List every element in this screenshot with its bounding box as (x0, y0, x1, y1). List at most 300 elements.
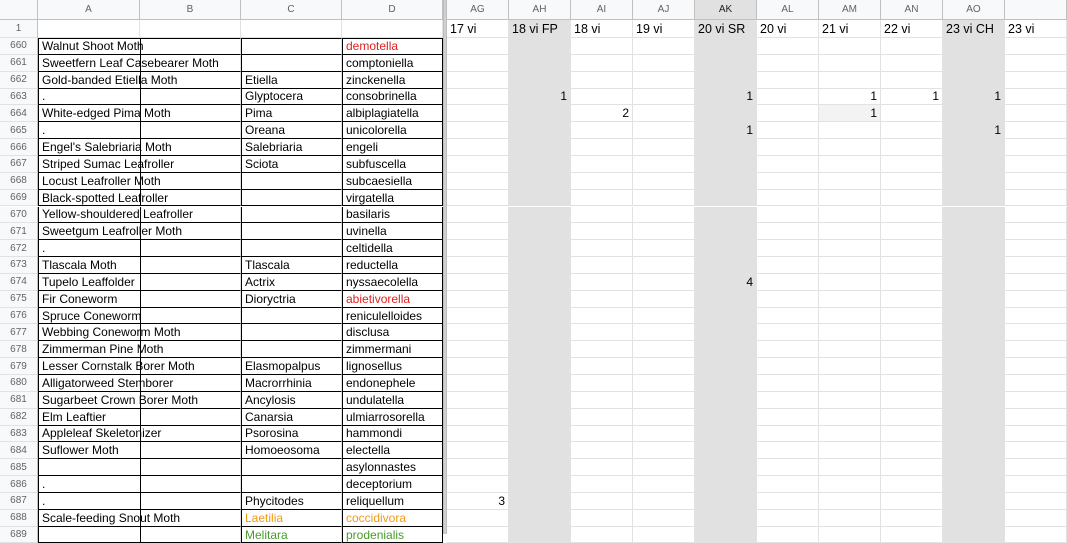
count-cell[interactable] (447, 527, 509, 543)
genus-cell[interactable]: Laetilia (241, 510, 342, 527)
row-header-660[interactable]: 660 (0, 38, 38, 55)
count-cell[interactable] (571, 240, 633, 257)
count-cell[interactable] (819, 358, 881, 375)
count-cell[interactable] (571, 442, 633, 459)
count-cell[interactable] (447, 139, 509, 156)
frozen-column-divider[interactable] (443, 0, 447, 534)
count-cell[interactable] (757, 392, 819, 409)
count-cell[interactable] (943, 291, 1005, 308)
genus-cell[interactable]: Salebriaria (241, 139, 342, 156)
count-cell[interactable] (819, 442, 881, 459)
count-cell[interactable] (819, 527, 881, 543)
count-cell[interactable] (633, 173, 695, 190)
count-cell[interactable] (447, 308, 509, 325)
count-cell[interactable] (1005, 476, 1067, 493)
count-cell[interactable] (757, 510, 819, 527)
select-all-corner[interactable] (0, 0, 38, 20)
count-cell[interactable] (757, 291, 819, 308)
column-header-ak[interactable]: AK (695, 0, 757, 20)
count-cell[interactable] (695, 375, 757, 392)
count-cell[interactable] (447, 274, 509, 291)
count-cell[interactable] (695, 476, 757, 493)
count-cell[interactable] (447, 105, 509, 122)
count-cell[interactable] (1005, 173, 1067, 190)
count-cell[interactable] (447, 459, 509, 476)
count-cell[interactable] (447, 190, 509, 207)
row-header-689[interactable]: 689 (0, 527, 38, 543)
row-header-678[interactable]: 678 (0, 341, 38, 358)
count-cell[interactable] (695, 139, 757, 156)
count-cell[interactable] (571, 409, 633, 426)
common-name-cell[interactable]: . (38, 240, 241, 257)
count-cell[interactable] (509, 105, 571, 122)
species-cell[interactable]: electella (342, 442, 443, 459)
count-cell[interactable] (881, 274, 943, 291)
count-cell[interactable] (881, 240, 943, 257)
count-cell[interactable] (695, 257, 757, 274)
count-cell[interactable] (757, 409, 819, 426)
row-header-662[interactable]: 662 (0, 72, 38, 89)
count-cell[interactable] (695, 510, 757, 527)
cell-header-left[interactable] (342, 20, 443, 38)
row-header-668[interactable]: 668 (0, 173, 38, 190)
count-cell[interactable] (633, 426, 695, 443)
row-header-664[interactable]: 664 (0, 105, 38, 122)
count-cell[interactable] (757, 105, 819, 122)
count-cell[interactable] (757, 139, 819, 156)
count-cell[interactable]: 4 (695, 274, 757, 291)
row-header-682[interactable]: 682 (0, 409, 38, 426)
species-cell[interactable]: endonephele (342, 375, 443, 392)
count-cell[interactable] (695, 409, 757, 426)
count-cell[interactable] (571, 38, 633, 55)
genus-cell[interactable]: Tlascala (241, 257, 342, 274)
cell-header-left[interactable] (38, 20, 140, 38)
count-cell[interactable] (509, 426, 571, 443)
count-cell[interactable] (1005, 426, 1067, 443)
count-cell[interactable] (633, 510, 695, 527)
column-header-am[interactable]: AM (819, 0, 881, 20)
common-name-cell[interactable]: Alligatorweed Stemborer (38, 375, 241, 392)
count-cell[interactable] (509, 493, 571, 510)
count-cell[interactable] (633, 375, 695, 392)
count-cell[interactable] (633, 308, 695, 325)
date-column-label[interactable]: 21 vi (819, 20, 881, 38)
row-header-675[interactable]: 675 (0, 291, 38, 308)
species-cell[interactable]: demotella (342, 38, 443, 55)
count-cell[interactable] (881, 442, 943, 459)
count-cell[interactable] (509, 274, 571, 291)
count-cell[interactable] (757, 257, 819, 274)
species-cell[interactable]: undulatella (342, 392, 443, 409)
row-header-685[interactable]: 685 (0, 459, 38, 476)
count-cell[interactable] (819, 223, 881, 240)
column-header-ao[interactable]: AO (943, 0, 1005, 20)
count-cell[interactable] (881, 139, 943, 156)
count-cell[interactable] (943, 510, 1005, 527)
count-cell[interactable] (571, 341, 633, 358)
count-cell[interactable] (1005, 257, 1067, 274)
count-cell[interactable] (695, 156, 757, 173)
count-cell[interactable] (633, 223, 695, 240)
count-cell[interactable] (881, 291, 943, 308)
count-cell[interactable] (881, 510, 943, 527)
count-cell[interactable] (571, 459, 633, 476)
species-cell[interactable]: subcaesiella (342, 173, 443, 190)
count-cell[interactable] (509, 341, 571, 358)
count-cell[interactable] (1005, 122, 1067, 139)
count-cell[interactable] (509, 156, 571, 173)
row-header-674[interactable]: 674 (0, 274, 38, 291)
species-cell[interactable]: ulmiarrosorella (342, 409, 443, 426)
count-cell[interactable] (1005, 375, 1067, 392)
column-header-c[interactable]: C (241, 0, 342, 20)
count-cell[interactable] (571, 156, 633, 173)
count-cell[interactable] (1005, 72, 1067, 89)
count-cell[interactable] (1005, 527, 1067, 543)
common-name-cell[interactable]: Zimmerman Pine Moth (38, 341, 241, 358)
species-cell[interactable]: hammondi (342, 426, 443, 443)
count-cell[interactable] (633, 358, 695, 375)
date-column-label[interactable]: 17 vi (447, 20, 509, 38)
count-cell[interactable] (509, 122, 571, 139)
row-header-670[interactable]: 670 (0, 207, 38, 224)
count-cell[interactable] (571, 324, 633, 341)
count-cell[interactable] (757, 89, 819, 106)
count-cell[interactable] (571, 173, 633, 190)
count-cell[interactable] (881, 493, 943, 510)
count-cell[interactable] (509, 257, 571, 274)
count-cell[interactable] (943, 358, 1005, 375)
count-cell[interactable] (509, 527, 571, 543)
count-cell[interactable] (943, 527, 1005, 543)
count-cell[interactable] (819, 139, 881, 156)
count-cell[interactable] (819, 341, 881, 358)
count-cell[interactable] (943, 257, 1005, 274)
count-cell[interactable] (509, 392, 571, 409)
common-name-cell[interactable]: Sugarbeet Crown Borer Moth (38, 392, 241, 409)
species-cell[interactable]: reductella (342, 257, 443, 274)
date-column-label[interactable]: 19 vi (633, 20, 695, 38)
species-cell[interactable]: zinckenella (342, 72, 443, 89)
genus-cell[interactable]: Etiella (241, 72, 342, 89)
row-header-679[interactable]: 679 (0, 358, 38, 375)
count-cell[interactable] (1005, 139, 1067, 156)
count-cell[interactable] (1005, 89, 1067, 106)
count-cell[interactable] (819, 476, 881, 493)
count-cell[interactable] (943, 38, 1005, 55)
count-cell[interactable] (757, 240, 819, 257)
count-cell[interactable] (943, 173, 1005, 190)
count-cell[interactable] (881, 257, 943, 274)
count-cell[interactable] (695, 72, 757, 89)
row-header-687[interactable]: 687 (0, 493, 38, 510)
count-cell[interactable] (819, 324, 881, 341)
count-cell[interactable] (633, 392, 695, 409)
count-cell[interactable] (633, 341, 695, 358)
cell-header-left[interactable] (140, 20, 241, 38)
count-cell[interactable] (943, 240, 1005, 257)
count-cell[interactable] (509, 291, 571, 308)
row-header-677[interactable]: 677 (0, 324, 38, 341)
species-cell[interactable]: unicolorella (342, 122, 443, 139)
count-cell[interactable] (633, 476, 695, 493)
date-column-label[interactable]: 23 vi CH (943, 20, 1005, 38)
count-cell[interactable] (447, 223, 509, 240)
count-cell[interactable] (571, 257, 633, 274)
count-cell[interactable] (571, 223, 633, 240)
count-cell[interactable] (757, 324, 819, 341)
count-cell[interactable]: 1 (509, 89, 571, 106)
species-cell[interactable]: coccidivora (342, 510, 443, 527)
genus-cell[interactable]: Dioryctria (241, 291, 342, 308)
count-cell[interactable] (571, 493, 633, 510)
count-cell[interactable] (571, 207, 633, 224)
count-cell[interactable] (819, 426, 881, 443)
column-header-ag[interactable]: AG (447, 0, 509, 20)
count-cell[interactable] (819, 55, 881, 72)
genus-cell[interactable] (241, 207, 342, 224)
count-cell[interactable] (881, 375, 943, 392)
count-cell[interactable] (881, 223, 943, 240)
count-cell[interactable] (1005, 459, 1067, 476)
count-cell[interactable] (819, 257, 881, 274)
species-cell[interactable]: albiplagiatella (342, 105, 443, 122)
count-cell[interactable] (695, 240, 757, 257)
count-cell[interactable] (943, 223, 1005, 240)
count-cell[interactable] (509, 72, 571, 89)
count-cell[interactable] (943, 476, 1005, 493)
count-cell[interactable] (447, 122, 509, 139)
count-cell[interactable] (633, 257, 695, 274)
count-cell[interactable]: 1 (819, 89, 881, 106)
count-cell[interactable] (571, 392, 633, 409)
common-name-cell[interactable]: Scale-feeding Snout Moth (38, 510, 241, 527)
count-cell[interactable] (509, 358, 571, 375)
date-column-label[interactable]: 20 vi SR (695, 20, 757, 38)
count-cell[interactable] (695, 55, 757, 72)
count-cell[interactable] (881, 38, 943, 55)
count-cell[interactable] (881, 426, 943, 443)
common-name-cell[interactable]: Elm Leaftier (38, 409, 241, 426)
count-cell[interactable] (943, 156, 1005, 173)
common-name-cell[interactable]: Appleleaf Skeletonizer (38, 426, 241, 443)
count-cell[interactable] (695, 291, 757, 308)
count-cell[interactable] (881, 55, 943, 72)
date-column-label[interactable]: 23 vi (1005, 20, 1067, 38)
genus-cell[interactable] (241, 341, 342, 358)
count-cell[interactable] (509, 38, 571, 55)
count-cell[interactable] (695, 493, 757, 510)
count-cell[interactable] (819, 190, 881, 207)
count-cell[interactable] (509, 173, 571, 190)
count-cell[interactable] (633, 207, 695, 224)
count-cell[interactable] (633, 89, 695, 106)
count-cell[interactable] (509, 240, 571, 257)
count-cell[interactable] (943, 392, 1005, 409)
count-cell[interactable] (695, 392, 757, 409)
count-cell[interactable] (881, 459, 943, 476)
column-header-d[interactable]: D (342, 0, 443, 20)
count-cell[interactable] (509, 375, 571, 392)
count-cell[interactable] (571, 308, 633, 325)
count-cell[interactable] (509, 308, 571, 325)
count-cell[interactable] (695, 308, 757, 325)
species-cell[interactable]: subfuscella (342, 156, 443, 173)
count-cell[interactable] (1005, 190, 1067, 207)
row-header-680[interactable]: 680 (0, 375, 38, 392)
count-cell[interactable] (819, 375, 881, 392)
count-cell[interactable] (757, 207, 819, 224)
date-column-label[interactable]: 20 vi (757, 20, 819, 38)
common-name-cell[interactable]: Yellow-shouldered Leafroller (38, 207, 241, 224)
count-cell[interactable] (447, 392, 509, 409)
date-column-label[interactable]: 22 vi (881, 20, 943, 38)
genus-cell[interactable]: Pima (241, 105, 342, 122)
count-cell[interactable] (695, 223, 757, 240)
count-cell[interactable] (633, 291, 695, 308)
count-cell[interactable] (509, 139, 571, 156)
count-cell[interactable] (819, 122, 881, 139)
count-cell[interactable] (633, 240, 695, 257)
count-cell[interactable] (695, 341, 757, 358)
column-header-al[interactable]: AL (757, 0, 819, 20)
count-cell[interactable] (571, 375, 633, 392)
count-cell[interactable] (819, 459, 881, 476)
row-header-672[interactable]: 672 (0, 240, 38, 257)
count-cell[interactable] (943, 409, 1005, 426)
column-header-aj[interactable]: AJ (633, 0, 695, 20)
count-cell[interactable] (695, 426, 757, 443)
genus-cell[interactable]: Glyptocera (241, 89, 342, 106)
column-header-a[interactable]: A (38, 0, 140, 20)
species-cell[interactable]: asylonnastes (342, 459, 443, 476)
count-cell[interactable] (633, 72, 695, 89)
row-header-666[interactable]: 666 (0, 139, 38, 156)
count-cell[interactable] (881, 308, 943, 325)
count-cell[interactable] (447, 72, 509, 89)
column-header-b[interactable]: B (140, 0, 241, 20)
common-name-cell[interactable]: Spruce Coneworm (38, 308, 241, 325)
row-header-671[interactable]: 671 (0, 223, 38, 240)
count-cell[interactable] (447, 207, 509, 224)
common-name-cell[interactable]: Tlascala Moth (38, 257, 241, 274)
genus-cell[interactable] (241, 476, 342, 493)
count-cell[interactable] (447, 476, 509, 493)
genus-cell[interactable] (241, 223, 342, 240)
count-cell[interactable]: 3 (447, 493, 509, 510)
genus-cell[interactable] (241, 240, 342, 257)
common-name-cell[interactable] (38, 459, 241, 476)
count-cell[interactable] (757, 156, 819, 173)
common-name-cell[interactable]: . (38, 122, 241, 139)
species-cell[interactable]: basilaris (342, 207, 443, 224)
row-header-676[interactable]: 676 (0, 308, 38, 325)
count-cell[interactable] (633, 38, 695, 55)
count-cell[interactable] (819, 409, 881, 426)
genus-cell[interactable]: Sciota (241, 156, 342, 173)
count-cell[interactable] (757, 274, 819, 291)
row-header-673[interactable]: 673 (0, 257, 38, 274)
count-cell[interactable]: 1 (943, 89, 1005, 106)
count-cell[interactable] (447, 55, 509, 72)
genus-cell[interactable]: Actrix (241, 274, 342, 291)
count-cell[interactable] (509, 55, 571, 72)
count-cell[interactable] (509, 510, 571, 527)
count-cell[interactable] (571, 426, 633, 443)
count-cell[interactable] (447, 173, 509, 190)
count-cell[interactable] (943, 459, 1005, 476)
count-cell[interactable] (881, 105, 943, 122)
count-cell[interactable] (447, 341, 509, 358)
common-name-cell[interactable]: Webbing Coneworm Moth (38, 324, 241, 341)
common-name-cell[interactable]: Engel's Salebriaria Moth (38, 139, 241, 156)
species-cell[interactable]: comptoniella (342, 55, 443, 72)
row-header-684[interactable]: 684 (0, 442, 38, 459)
count-cell[interactable] (757, 173, 819, 190)
count-cell[interactable] (881, 190, 943, 207)
genus-cell[interactable]: Elasmopalpus (241, 358, 342, 375)
count-cell[interactable] (943, 139, 1005, 156)
count-cell[interactable] (571, 476, 633, 493)
count-cell[interactable] (633, 156, 695, 173)
count-cell[interactable] (633, 442, 695, 459)
count-cell[interactable] (1005, 38, 1067, 55)
species-cell[interactable]: reniculelloides (342, 308, 443, 325)
count-cell[interactable] (943, 324, 1005, 341)
count-cell[interactable]: 1 (819, 105, 881, 122)
species-cell[interactable]: engeli (342, 139, 443, 156)
count-cell[interactable] (881, 392, 943, 409)
count-cell[interactable] (757, 223, 819, 240)
count-cell[interactable]: 1 (943, 122, 1005, 139)
count-cell[interactable] (943, 493, 1005, 510)
count-cell[interactable] (757, 122, 819, 139)
count-cell[interactable] (819, 240, 881, 257)
count-cell[interactable] (757, 476, 819, 493)
species-cell[interactable]: abietivorella (342, 291, 443, 308)
count-cell[interactable] (1005, 55, 1067, 72)
count-cell[interactable] (509, 442, 571, 459)
count-cell[interactable] (571, 139, 633, 156)
row-header-688[interactable]: 688 (0, 510, 38, 527)
count-cell[interactable] (819, 493, 881, 510)
count-cell[interactable] (943, 442, 1005, 459)
count-cell[interactable] (633, 55, 695, 72)
count-cell[interactable] (509, 409, 571, 426)
count-cell[interactable]: 1 (695, 122, 757, 139)
count-cell[interactable]: 1 (695, 89, 757, 106)
count-cell[interactable] (943, 274, 1005, 291)
count-cell[interactable] (1005, 493, 1067, 510)
count-cell[interactable] (695, 190, 757, 207)
genus-cell[interactable] (241, 173, 342, 190)
common-name-cell[interactable]: Fir Coneworm (38, 291, 241, 308)
genus-cell[interactable]: Melitara (241, 527, 342, 543)
species-cell[interactable]: disclusa (342, 324, 443, 341)
genus-cell[interactable]: Psorosina (241, 426, 342, 443)
count-cell[interactable] (1005, 223, 1067, 240)
count-cell[interactable] (757, 442, 819, 459)
count-cell[interactable] (943, 190, 1005, 207)
count-cell[interactable] (1005, 341, 1067, 358)
count-cell[interactable] (1005, 392, 1067, 409)
count-cell[interactable] (695, 459, 757, 476)
row-header-681[interactable]: 681 (0, 392, 38, 409)
count-cell[interactable] (509, 190, 571, 207)
genus-cell[interactable]: Oreana (241, 122, 342, 139)
count-cell[interactable] (633, 190, 695, 207)
